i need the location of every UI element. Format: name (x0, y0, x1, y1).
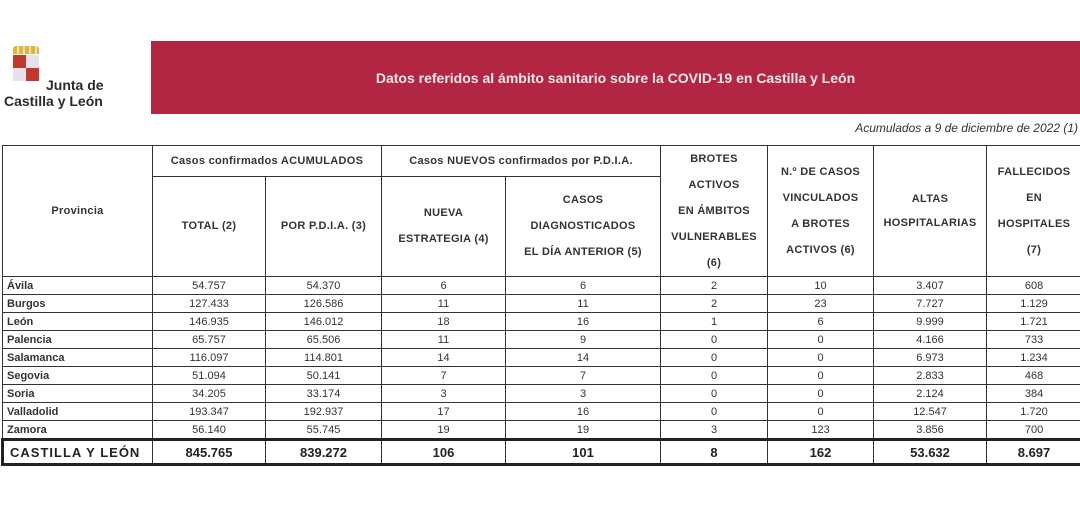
cell-total: 193.347 (153, 403, 266, 421)
cell-fallecidos: 1.234 (987, 349, 1080, 367)
col-por-pdia: POR P.D.I.A. (3) (266, 176, 382, 276)
group-acumulados: Casos confirmados ACUMULADOS (153, 146, 382, 177)
cell-vinculados: 162 (768, 440, 874, 465)
cell-altas: 2.124 (874, 385, 987, 403)
cell-nueva: 18 (382, 313, 506, 331)
cell-nueva: 7 (382, 367, 506, 385)
col-provincia: Provincia (3, 146, 153, 277)
cell-nueva: 3 (382, 385, 506, 403)
cell-provincia: León (3, 313, 153, 331)
table-row (3, 403, 1080, 421)
cell-fallecidos: 700 (987, 421, 1080, 440)
cell-por-pdia: 114.801 (266, 349, 382, 367)
cell-altas: 3.407 (874, 277, 987, 295)
table-row (3, 367, 1080, 385)
group-nuevos: Casos NUEVOS confirmados por P.D.I.A. (382, 146, 661, 177)
cell-diag: 6 (506, 277, 661, 295)
cell-provincia: Palencia (3, 331, 153, 349)
cell-fallecidos: 384 (987, 385, 1080, 403)
table-row (3, 385, 1080, 403)
cell-nueva: 11 (382, 295, 506, 313)
cell-brotes: 3 (661, 421, 768, 440)
col-brotes: BROTES ACTIVOS EN ÁMBITOS VULNERABLES (6) (661, 146, 768, 277)
cell-total: 34.205 (153, 385, 266, 403)
header-banner (151, 41, 1080, 114)
cell-vinculados: 123 (768, 421, 874, 440)
col-vinculados: N.º DE CASOS VINCULADOS A BROTES ACTIVOS (6) (768, 146, 874, 277)
table-row (3, 331, 1080, 349)
cell-total: 116.097 (153, 349, 266, 367)
cell-fallecidos: 468 (987, 367, 1080, 385)
cell-total: 845.765 (153, 440, 266, 465)
col-fallecidos: FALLECIDOS EN HOSPITALES (7) (987, 146, 1080, 277)
table-row (3, 313, 1080, 331)
cell-diag: 9 (506, 331, 661, 349)
cell-por-pdia: 126.586 (266, 295, 382, 313)
table-row (3, 421, 1080, 440)
cell-vinculados: 10 (768, 277, 874, 295)
covid-data-table (1, 145, 1080, 466)
col-altas: ALTAS HOSPITALARIAS (874, 146, 987, 277)
cell-brotes: 0 (661, 349, 768, 367)
cell-brotes: 1 (661, 313, 768, 331)
cell-provincia: Valladolid (3, 403, 153, 421)
cell-altas: 7.727 (874, 295, 987, 313)
cell-diag: 7 (506, 367, 661, 385)
logo-text-line1: Junta de (46, 77, 104, 93)
cell-altas: 3.856 (874, 421, 987, 440)
cell-fallecidos: 8.697 (987, 440, 1080, 465)
table-row (3, 277, 1080, 295)
cell-vinculados: 0 (768, 403, 874, 421)
page-title: Datos referidos al ámbito sanitario sobre la COVID-19 en Castilla y León (375, 69, 856, 86)
cell-total: 65.757 (153, 331, 266, 349)
cell-provincia: Soria (3, 385, 153, 403)
cell-provincia: Burgos (3, 295, 153, 313)
cell-diag: 16 (506, 403, 661, 421)
table-row (3, 295, 1080, 313)
col-total: TOTAL (2) (153, 176, 266, 276)
cell-diag: 19 (506, 421, 661, 440)
cell-diag: 101 (506, 440, 661, 465)
cell-fallecidos: 1.721 (987, 313, 1080, 331)
cell-brotes: 0 (661, 385, 768, 403)
cell-fallecidos: 733 (987, 331, 1080, 349)
cell-nueva: 106 (382, 440, 506, 465)
group-header-row (3, 146, 1080, 177)
cell-por-pdia: 55.745 (266, 421, 382, 440)
cell-altas: 53.632 (874, 440, 987, 465)
cell-altas: 6.973 (874, 349, 987, 367)
cell-provincia: Segovia (3, 367, 153, 385)
cell-total: 127.433 (153, 295, 266, 313)
cell-fallecidos: 1.720 (987, 403, 1080, 421)
cell-provincia: CASTILLA Y LEÓN (3, 440, 153, 465)
cell-brotes: 0 (661, 331, 768, 349)
cell-por-pdia: 146.012 (266, 313, 382, 331)
cell-total: 54.757 (153, 277, 266, 295)
cell-brotes: 0 (661, 403, 768, 421)
cell-provincia: Zamora (3, 421, 153, 440)
table-row (3, 349, 1080, 367)
cell-altas: 4.166 (874, 331, 987, 349)
cell-por-pdia: 54.370 (266, 277, 382, 295)
cell-altas: 2.833 (874, 367, 987, 385)
col-diagnosticados: CASOS DIAGNOSTICADOS EL DÍA ANTERIOR (5) (506, 176, 661, 276)
cell-total: 56.140 (153, 421, 266, 440)
cell-provincia: Salamanca (3, 349, 153, 367)
cell-nueva: 6 (382, 277, 506, 295)
junta-logo (4, 44, 144, 114)
cell-altas: 12.547 (874, 403, 987, 421)
cell-brotes: 0 (661, 367, 768, 385)
cell-diag: 3 (506, 385, 661, 403)
cell-altas: 9.999 (874, 313, 987, 331)
cell-fallecidos: 608 (987, 277, 1080, 295)
cell-vinculados: 0 (768, 349, 874, 367)
cell-provincia: Ávila (3, 277, 153, 295)
cell-vinculados: 0 (768, 331, 874, 349)
cell-brotes: 2 (661, 277, 768, 295)
cell-vinculados: 6 (768, 313, 874, 331)
cell-total: 51.094 (153, 367, 266, 385)
cell-diag: 11 (506, 295, 661, 313)
cell-nueva: 17 (382, 403, 506, 421)
cell-nueva: 11 (382, 331, 506, 349)
total-row (3, 440, 1080, 465)
date-subtitle: Acumulados a 9 de diciembre de 2022 (1) (855, 121, 1078, 135)
cell-diag: 14 (506, 349, 661, 367)
cell-por-pdia: 33.174 (266, 385, 382, 403)
cell-por-pdia: 50.141 (266, 367, 382, 385)
coat-of-arms-icon (12, 52, 40, 88)
cell-por-pdia: 839.272 (266, 440, 382, 465)
cell-nueva: 14 (382, 349, 506, 367)
cell-por-pdia: 192.937 (266, 403, 382, 421)
logo-text-line2: Castilla y León (4, 93, 103, 109)
cell-nueva: 19 (382, 421, 506, 440)
cell-fallecidos: 1.129 (987, 295, 1080, 313)
cell-vinculados: 0 (768, 367, 874, 385)
cell-total: 146.935 (153, 313, 266, 331)
cell-vinculados: 23 (768, 295, 874, 313)
cell-brotes: 2 (661, 295, 768, 313)
cell-brotes: 8 (661, 440, 768, 465)
cell-diag: 16 (506, 313, 661, 331)
cell-vinculados: 0 (768, 385, 874, 403)
col-nueva-estrategia: NUEVA ESTRATEGIA (4) (382, 176, 506, 276)
cell-por-pdia: 65.506 (266, 331, 382, 349)
